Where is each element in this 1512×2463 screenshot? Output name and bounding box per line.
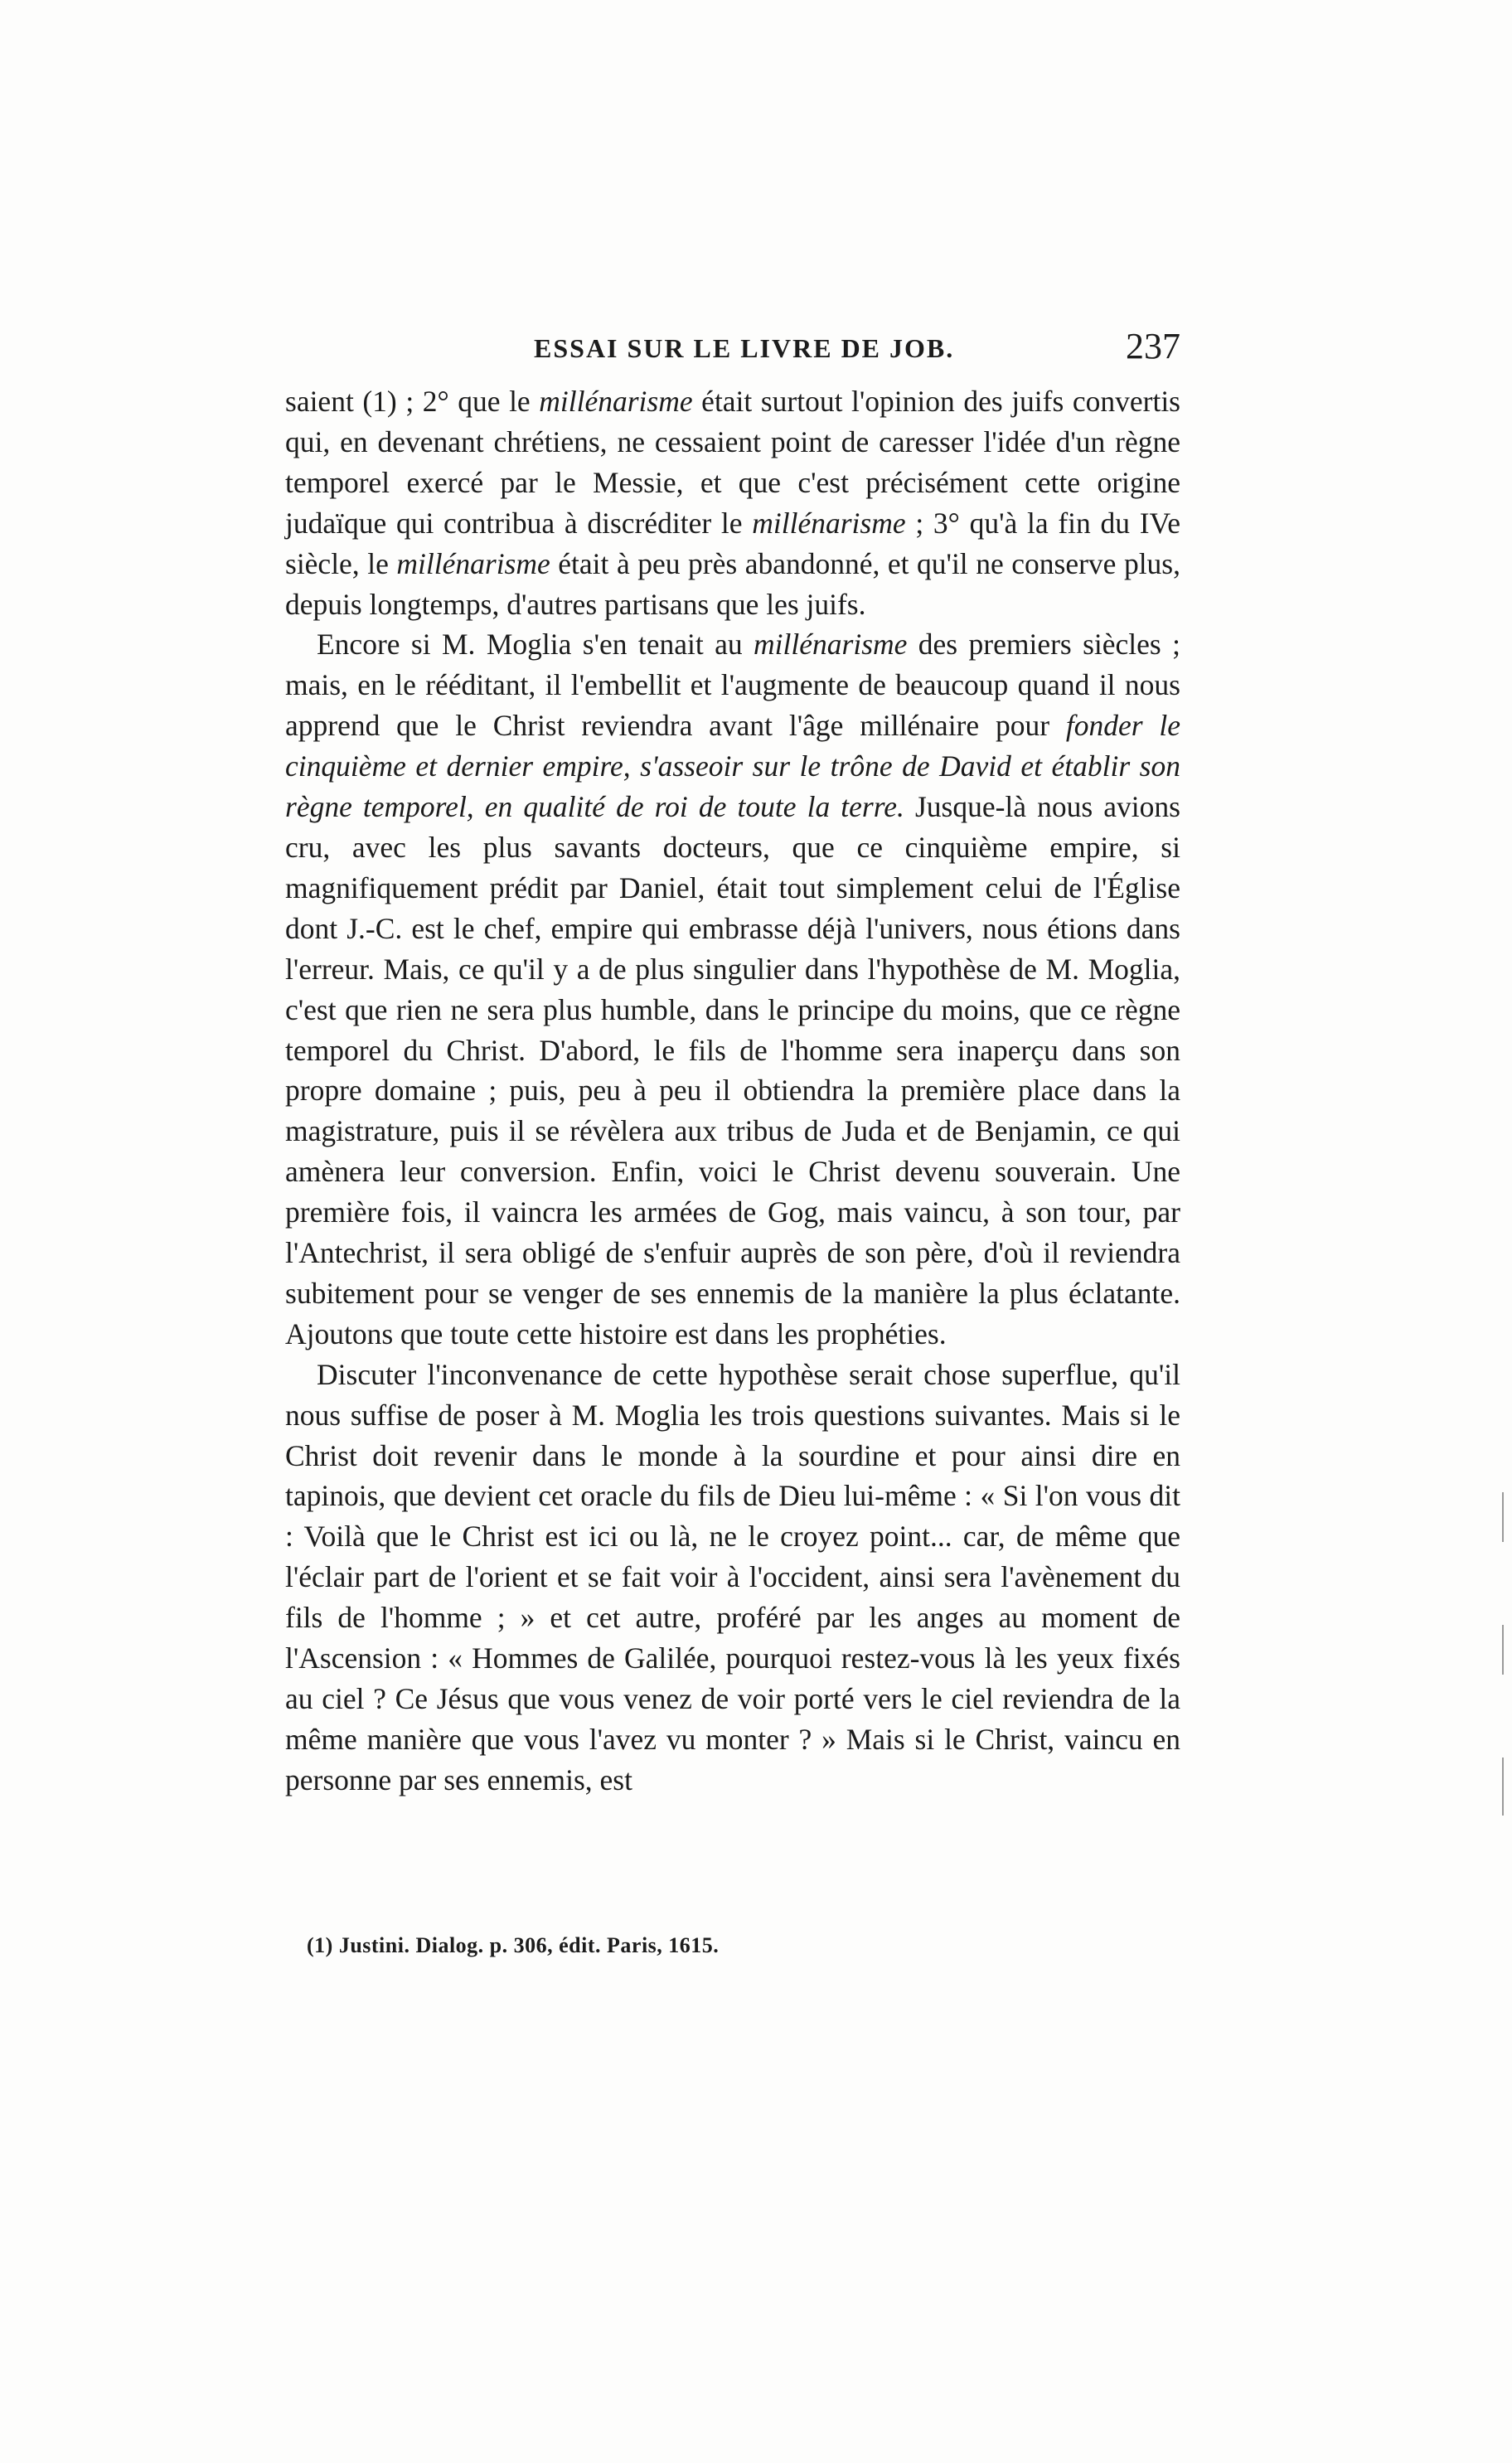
italic-text: millénarisme xyxy=(539,385,693,418)
scan-artifact-mark xyxy=(1502,1625,1504,1675)
text-run: Encore si M. Moglia s'en tenait au xyxy=(317,628,754,662)
paragraph xyxy=(285,624,1180,1354)
running-head xyxy=(285,325,1180,375)
scan-artifact-mark xyxy=(1502,1492,1504,1542)
footnote: (1) Justini. Dialog. p. 306, édit. Paris, 1615. xyxy=(307,1933,720,1957)
text-run: Jusque-là nous avions cru, avec les plus savants docteurs, que ce cinquième empire, si magnifiquement prédit par Daniel, était tout simplement celui de l'Église dont J.-C. est le chef, empire qui embrasse déjà l'univers, nous étions dans l'erreur. Mais, ce qu'il y a de plus singulier dans l'hypothèse de M. Moglia, c'est que rien ne sera plus humble, dans le principe du moins, que ce règne temporel du Christ. D'abord, le fils de l'homme sera inaperçu dans son propre domaine ; puis, peu à peu il obtiendra la première place dans la magistrature, puis il se révèlera aux tribus de Juda et de Benjamin, ce qui amènera leur conversion. Enfin, voici le Christ devenu souverain. Une première fois, il vaincra les armées de Gog, mais vaincu, à son tour, par l'Antechrist, il sera obligé de s'enfuir auprès de son père, d'où il reviendra subitement pour se venger de ses ennemis de la manière la plus éclatante. Ajoutons que toute cette histoire est dans les prophéties. xyxy=(285,790,1180,1350)
paragraph xyxy=(285,381,1180,624)
italic-text: millénarisme xyxy=(754,628,908,662)
running-title: ESSAI SUR LE LIVRE DE JOB. xyxy=(534,333,955,363)
paragraph xyxy=(285,1355,1180,1801)
italic-text: millénarisme xyxy=(752,506,906,540)
scan-artifact-mark xyxy=(1502,1758,1504,1816)
italic-text: fonder le cinquième et dernier empire, s'asseoir sur le trône de David et établir son règne temporel, en qualité de roi de toute la terre. xyxy=(285,709,1180,824)
text-run: était surtout l'opinion des juifs convertis qui, en devenant chrétiens, ne cessaient point de caresser l'idée d'un règne temporel exercé par le Messie, et que c'est précisément cette origine judaïque qui contribua à discréditer le xyxy=(285,385,1180,540)
text-run: était à peu près abandonné, et qu'il ne conserve plus, depuis longtemps, d'autres partisans que les juifs. xyxy=(285,546,1180,621)
body-text xyxy=(285,381,1180,1801)
page-number: 237 xyxy=(1126,326,1180,366)
text-run: saient (1) ; 2° que le xyxy=(285,385,540,418)
text-run: ; 3° qu'à la fin du IVe siècle, le xyxy=(285,506,1180,580)
text-run: Discuter l'inconvenance de cette hypothèse serait chose superflue, qu'il nous suffise de poser à M. Moglia les trois questions suivantes. Mais si le Christ doit revenir dans le monde à la sourdine et pour ainsi dire en tapinois, que devient cet oracle du fils de Dieu lui-même : « Si l'on vous dit : Voilà que le Christ est ici ou là, ne le croyez point... car, de même que l'éclair part de l'orient et se fait voir à l'occident, ainsi sera l'avènement du fils de l'homme ; » et cet autre, proféré par les anges au moment de l'Ascension : « Hommes de Galilée, pourquoi restez-vous là les yeux fixés au ciel ? Ce Jésus que vous venez de voir porté vers le ciel reviendra de la même manière que vous l'avez vu monter ? » Mais si le Christ, vaincu en personne par ses ennemis, est xyxy=(285,1357,1180,1796)
text-run: des premiers siècles ; mais, en le rééditant, il l'embellit et l'augmente de beaucoup quand il nous apprend que le Christ reviendra avant l'âge millénaire pour xyxy=(285,628,1180,743)
italic-text: millénarisme xyxy=(396,546,550,580)
